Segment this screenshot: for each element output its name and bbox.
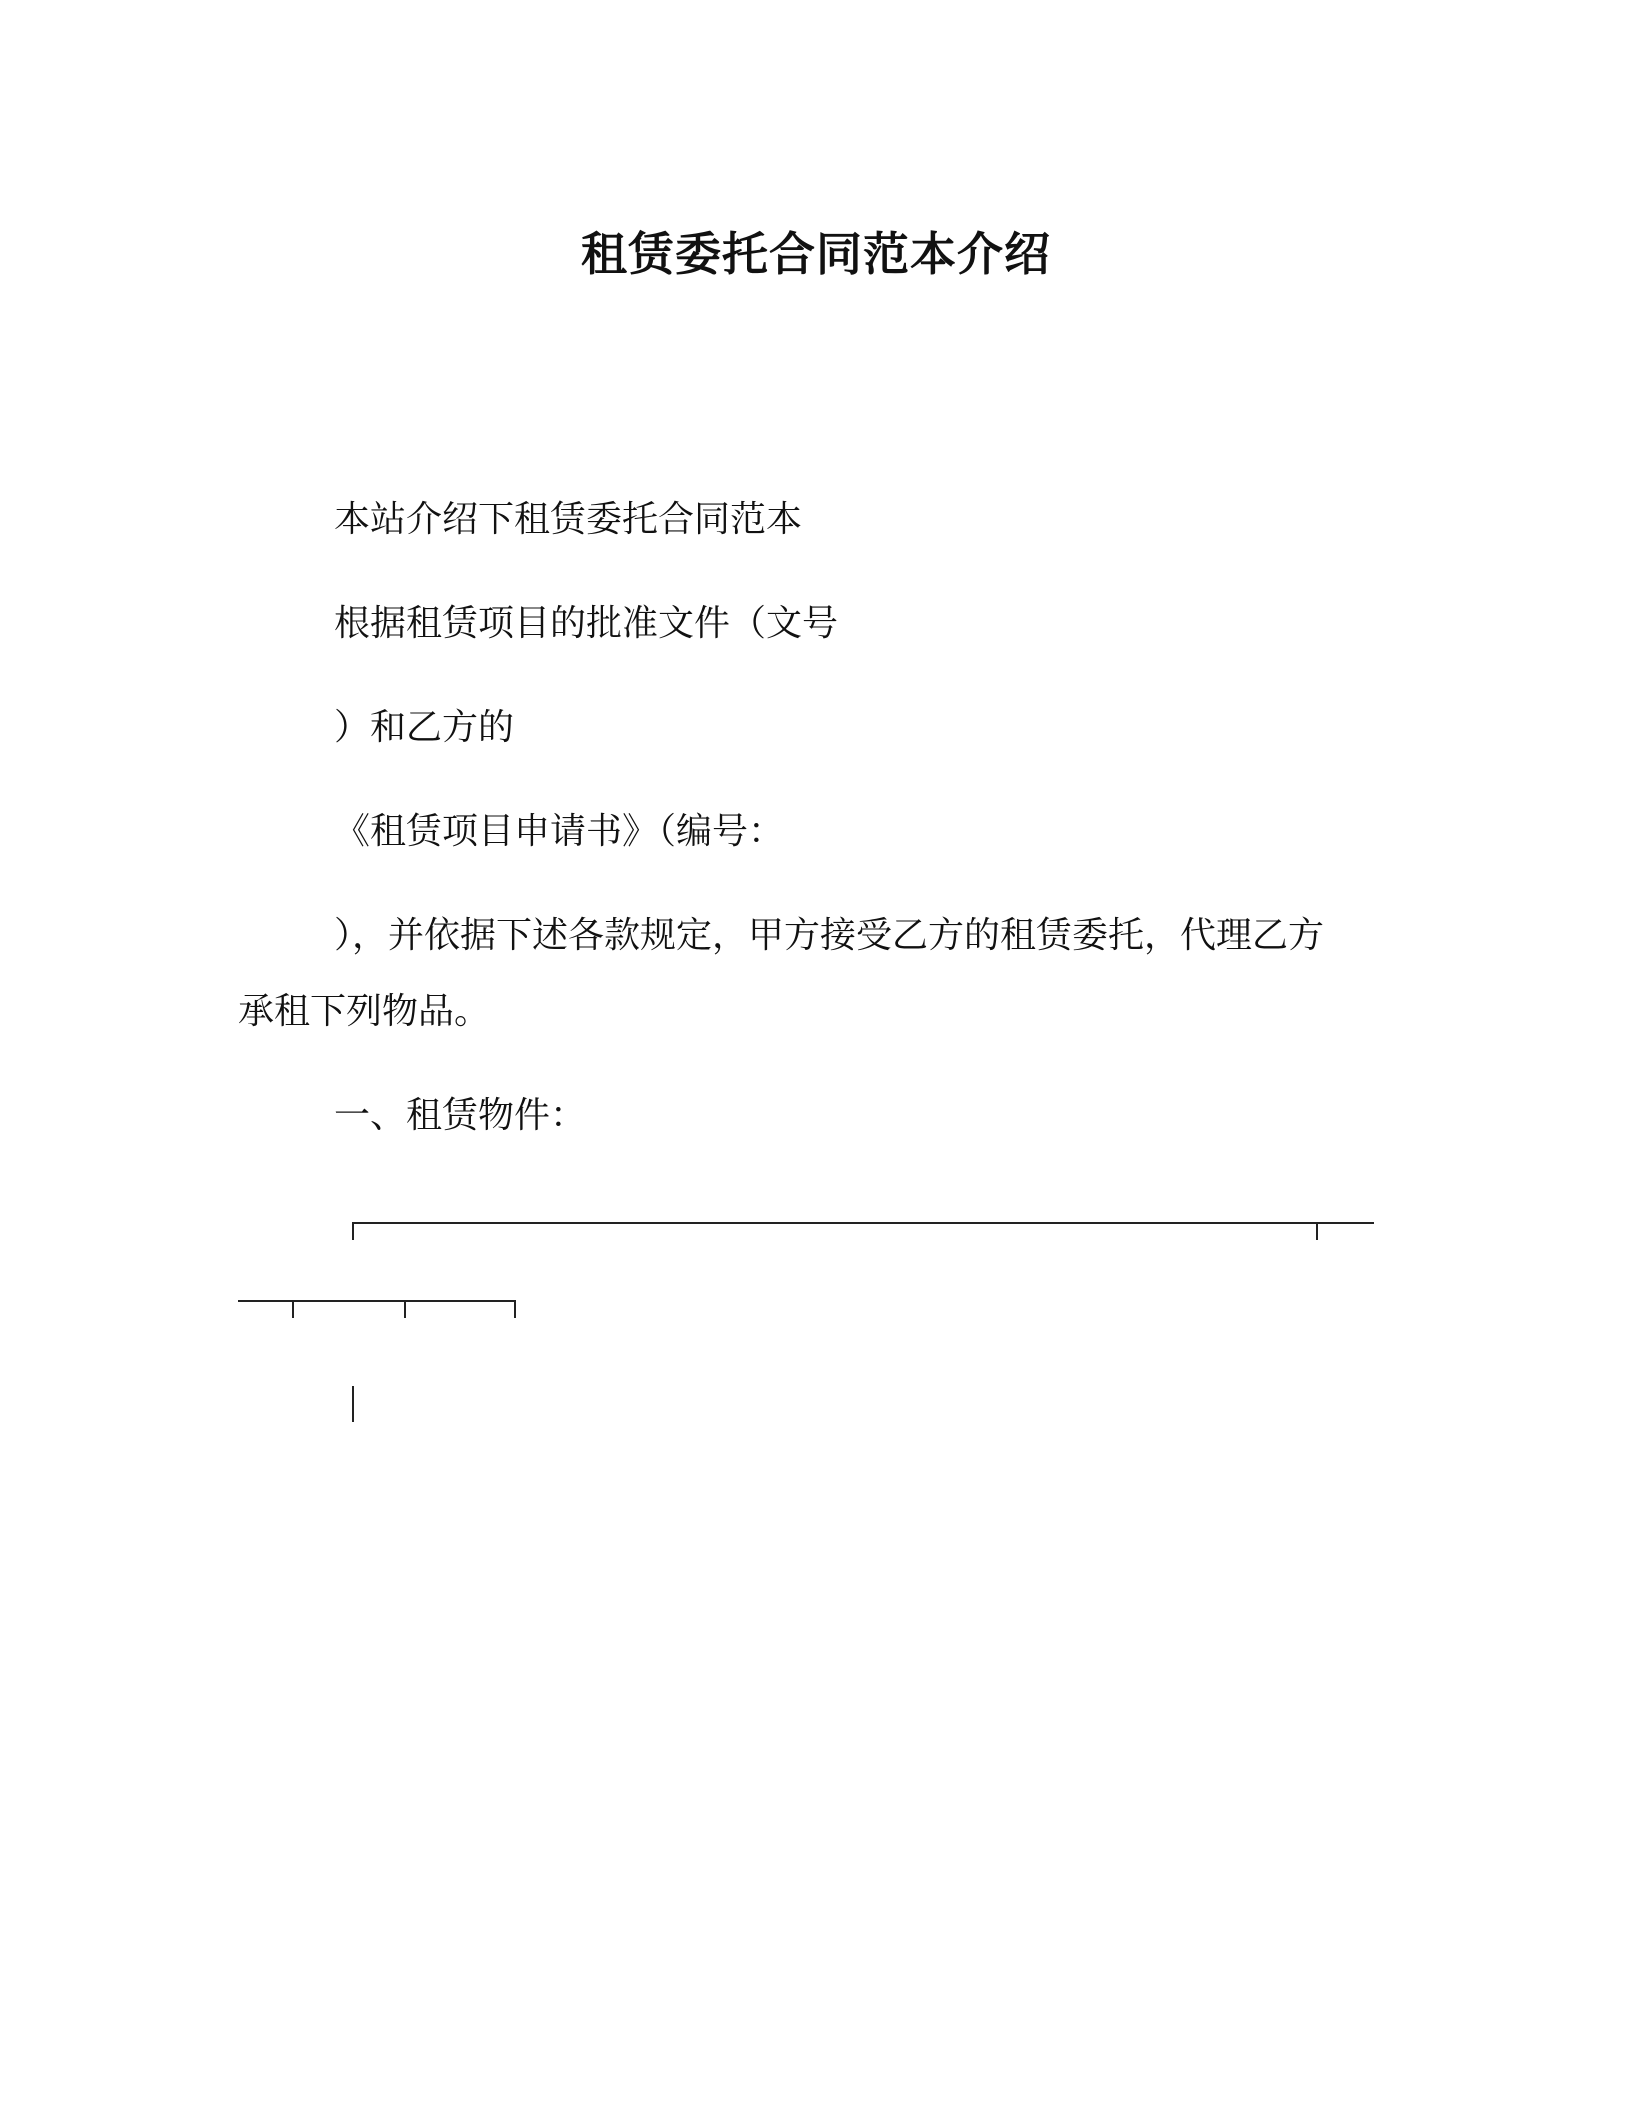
section-heading-leased-items: 一、租赁物件： [334, 1095, 587, 1136]
table-column-tick [292, 1300, 294, 1318]
table-column-tick [404, 1300, 406, 1318]
paragraph-application: 《租赁项目申请书》（编号： [334, 811, 785, 852]
paragraph-entrustment: ），并依据下述各款规定，甲方接受乙方的租赁委托，代理乙方 [334, 915, 1325, 956]
table-right-tick [1316, 1222, 1318, 1240]
table-cell-border [352, 1386, 354, 1422]
paragraph-intro: 本站介绍下租赁委托合同范本 [334, 499, 803, 540]
table-top-border [352, 1222, 1374, 1224]
document-title: 租赁委托合同范本介绍 [581, 227, 1051, 281]
paragraph-entrustment-continued: 承租下列物品。 [238, 991, 491, 1032]
paragraph-party-b: ）和乙方的 [334, 707, 515, 748]
table-column-tick [514, 1300, 516, 1318]
table-row-border [238, 1300, 516, 1302]
table-left-tick [352, 1222, 354, 1240]
paragraph-approval-doc: 根据租赁项目的批准文件（文号 [334, 603, 839, 644]
